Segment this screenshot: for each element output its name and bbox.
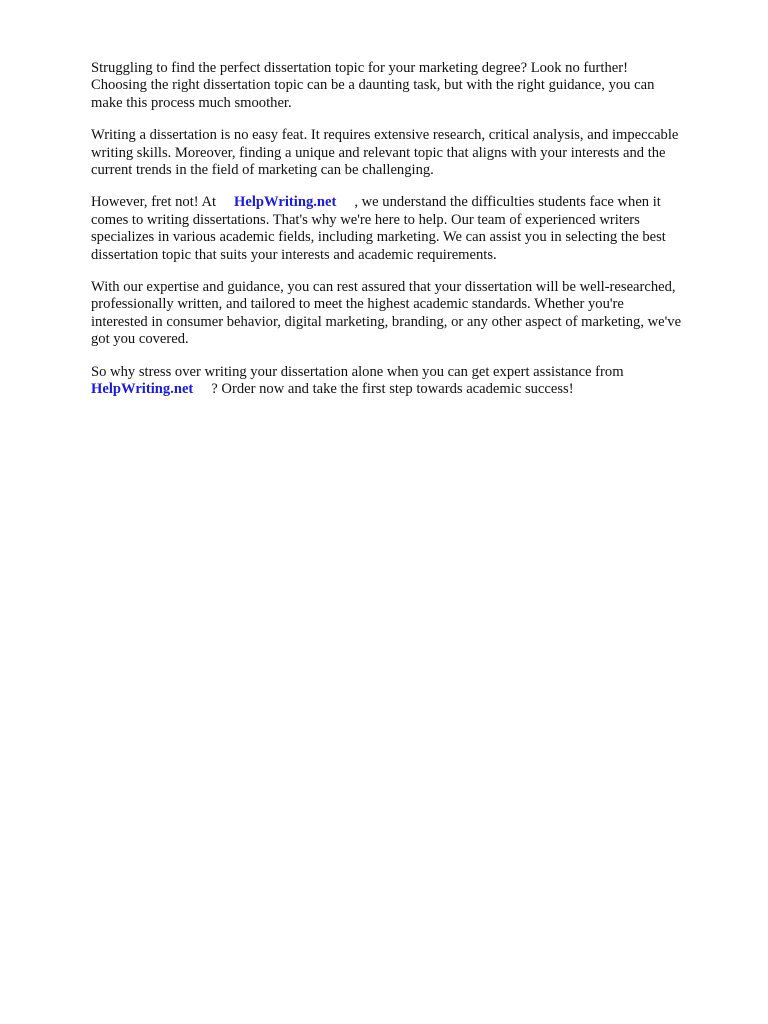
text-line: got you covered. [91,331,189,348]
paragraph-call-to-action [91,364,731,399]
text-line: current trends in the field of marketing can be challenging. [91,162,434,179]
text-line: comes to writing dissertations. That's why we're here to help. Our team of experienced writers [91,211,640,228]
helpwriting-link[interactable]: HelpWriting.net [234,194,337,211]
text-segment: , we understand the difficulties students face when it [354,194,661,211]
text-segment: ? Order now and take the first step towards academic success! [211,381,574,398]
text-line: dissertation topic that suits your interests and academic requirements. [91,246,497,263]
paragraph-expertise [91,279,731,349]
text-line: writing skills. Moreover, finding a unique and relevant topic that aligns with your interests and the [91,144,666,161]
text-line: Struggling to find the perfect dissertation topic for your marketing degree? Look no further! [91,60,628,76]
text-line: With our expertise and guidance, you can rest assured that your dissertation will be well-researched, [91,279,676,296]
document-body [91,60,731,414]
paragraph-service [91,194,731,264]
paragraph-challenges [91,127,731,179]
text-line: So why stress over writing your dissertation alone when you can get expert assistance from [91,363,624,380]
text-line: specializes in various academic fields, including marketing. We can assist you in selecting the best [91,229,666,246]
text-line [91,381,731,398]
helpwriting-link[interactable]: HelpWriting.net [91,381,194,398]
text-line: make this process much smoother. [91,94,292,111]
text-line: professionally written, and tailored to meet the highest academic standards. Whether you're [91,296,624,313]
text-line [91,194,731,211]
text-line: Writing a dissertation is no easy feat. It requires extensive research, critical analysis, and impeccable [91,127,679,144]
paragraph-intro [91,60,731,112]
text-line: Choosing the right dissertation topic can be a daunting task, but with the right guidance, you can [91,77,655,94]
text-segment: However, fret not! At [91,194,217,211]
text-line: interested in consumer behavior, digital marketing, branding, or any other aspect of marketing, we've [91,313,682,330]
